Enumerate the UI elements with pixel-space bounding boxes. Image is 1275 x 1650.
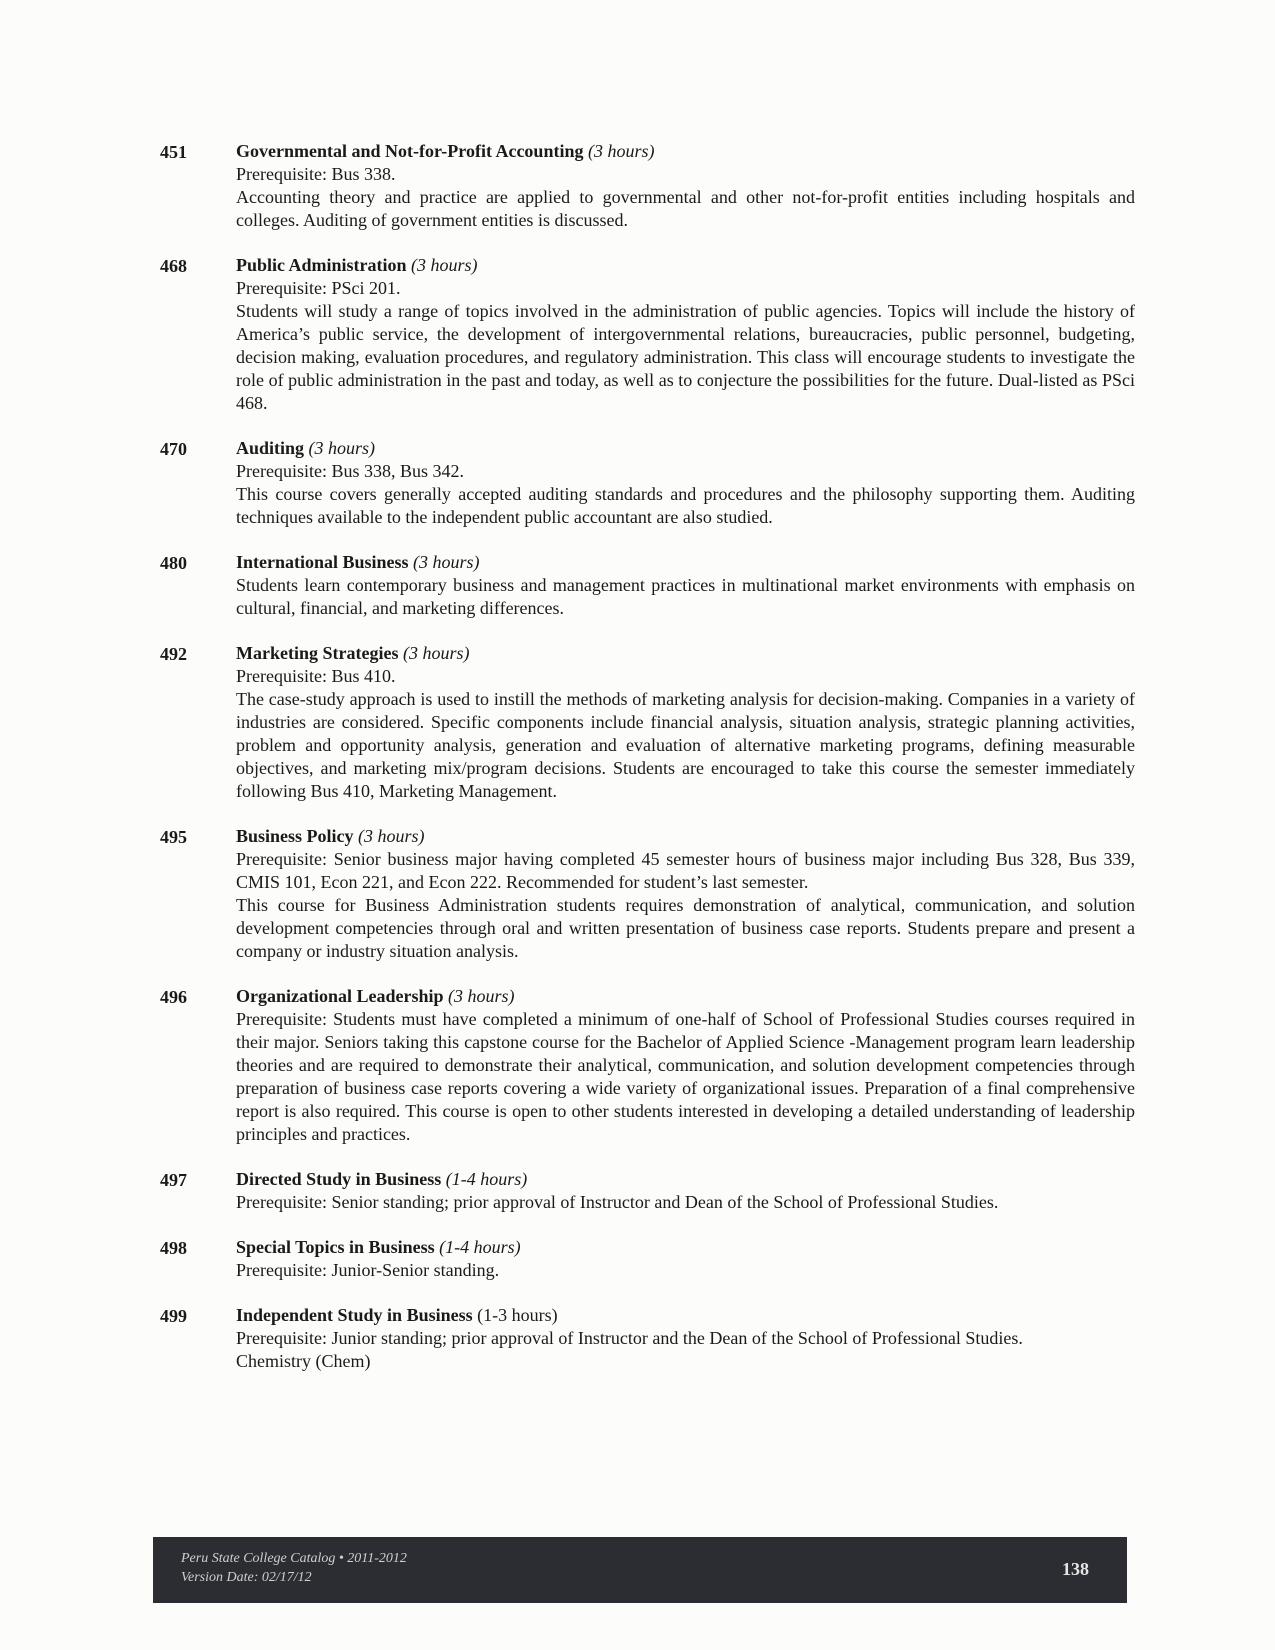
page-number: 138 xyxy=(1062,1559,1089,1579)
course-heading xyxy=(236,551,1135,574)
course-480 xyxy=(160,551,1135,620)
course-description: This course for Business Administration students requires demonstration of analytical, communication, and solution development competencies through oral and written presentation of business case reports. Students prepare and present a company or industry situation analysis. xyxy=(236,895,1135,961)
course-title: Independent Study in Business xyxy=(236,1305,473,1325)
footer-info xyxy=(181,1549,407,1587)
course-body xyxy=(236,1236,1135,1282)
course-description: This course covers generally accepted auditing standards and procedures and the philosophy supporting them. Auditing techniques available to the independent public accountant are also studied. xyxy=(236,484,1135,527)
course-heading xyxy=(236,825,1135,848)
course-number: 497 xyxy=(160,1170,187,1190)
course-title: Auditing xyxy=(236,438,305,458)
course-prerequisite: Prerequisite: Senior standing; prior approval of Instructor and Dean of the School of Professional Studies. xyxy=(236,1192,999,1212)
course-468 xyxy=(160,254,1135,415)
course-description: Accounting theory and practice are applied to governmental and other not-for-profit entities including hospitals and colleges. Auditing of government entities is discussed. xyxy=(236,187,1135,230)
course-hours: (3 hours) xyxy=(587,141,655,161)
course-body xyxy=(236,254,1135,415)
course-body xyxy=(236,551,1135,620)
course-prerequisite: Prerequisite: Bus 338. xyxy=(236,164,396,184)
course-498 xyxy=(160,1236,1135,1282)
course-body xyxy=(236,1304,1135,1373)
course-description: Students will study a range of topics involved in the administration of public agencies. Topics will include the history of America’s public service, the development of intergovernmental relations, bureaucracies, public personnel, budgeting, decision making, evaluation procedures, and regulatory administration. This class will encourage students to investigate the role of public administration in the past and today, as well as to conjecture the possibilities for the future. Dual-listed as PSci 468. xyxy=(236,301,1135,413)
course-heading xyxy=(236,140,1135,163)
course-number: 495 xyxy=(160,827,187,847)
course-prerequisite: Prerequisite: Students must have completed a minimum of one-half of School of Professional Studies courses required in their major. Seniors taking this capstone course for the Bachelor of Applied Science -Management program learn leadership theories and are required to demonstrate their analytical, communication, and solution development competencies through preparation of business case reports covering a wide variety of organizational issues. Preparation of a final comprehensive report is also required. This course is open to other students interested in developing a detailed understanding of leadership principles and practices. xyxy=(236,1009,1135,1144)
course-description: Students learn contemporary business and management practices in multinational market environments with emphasis on cultural, financial, and marketing differences. xyxy=(236,575,1135,618)
course-heading xyxy=(236,254,1135,277)
course-description: The case-study approach is used to instill the methods of marketing analysis for decision-making. Companies in a variety of industries are considered. Specific components include financial analysis, situation analysis, strategic planning activities, problem and opportunity analysis, generation and evaluation of alternative marketing programs, defining measurable objectives, and marketing mix/program decisions. Students are encouraged to take this course the semester immediately following Bus 410, Marketing Management. xyxy=(236,689,1135,801)
course-body xyxy=(236,825,1135,963)
course-body xyxy=(236,437,1135,529)
course-451 xyxy=(160,140,1135,232)
course-number: 451 xyxy=(160,142,187,162)
course-title: Public Administration xyxy=(236,255,407,275)
course-hours: (1-4 hours) xyxy=(445,1169,528,1189)
course-number: 496 xyxy=(160,987,187,1007)
course-body xyxy=(236,642,1135,803)
course-496 xyxy=(160,985,1135,1146)
course-470 xyxy=(160,437,1135,529)
course-heading xyxy=(236,1236,1135,1259)
course-heading xyxy=(236,437,1135,460)
course-hours: (3 hours) xyxy=(411,255,478,275)
course-body xyxy=(236,140,1135,232)
course-heading xyxy=(236,985,1135,1008)
course-hours: (3 hours) xyxy=(413,552,480,572)
course-number: 499 xyxy=(160,1306,187,1326)
course-hours: (3 hours) xyxy=(308,438,376,458)
course-number: 470 xyxy=(160,439,187,459)
course-prerequisite: Prerequisite: Junior-Senior standing. xyxy=(236,1260,500,1280)
course-body xyxy=(236,1168,1135,1214)
course-prerequisite: Prerequisite: Bus 410. xyxy=(236,666,396,686)
course-number: 498 xyxy=(160,1238,187,1258)
course-title: Special Topics in Business xyxy=(236,1237,435,1257)
course-492 xyxy=(160,642,1135,803)
course-heading xyxy=(236,1304,1135,1327)
course-title: Directed Study in Business xyxy=(236,1169,442,1189)
course-prerequisite: Prerequisite: Bus 338, Bus 342. xyxy=(236,461,464,481)
footer-version-date: Version Date: 02/17/12 xyxy=(181,1570,312,1585)
course-title: Governmental and Not-for-Profit Accounting xyxy=(236,141,584,161)
footer-catalog-title: Peru State College Catalog • 2011-2012 xyxy=(181,1551,407,1566)
course-heading xyxy=(236,1168,1135,1191)
course-title: Business Policy xyxy=(236,826,354,846)
course-prerequisite: Prerequisite: Senior business major having completed 45 semester hours of business major including Bus 328, Bus 339, CMIS 101, Econ 221, and Econ 222. Recommended for student’s last semester. xyxy=(236,849,1135,892)
course-number: 480 xyxy=(160,553,187,573)
course-list xyxy=(160,140,1135,1395)
course-hours: (3 hours) xyxy=(402,643,470,663)
course-prerequisite: Prerequisite: Junior standing; prior approval of Instructor and the Dean of the School of Professional Studies. xyxy=(236,1328,1023,1348)
course-hours: (1-3 hours) xyxy=(477,1305,558,1325)
course-497 xyxy=(160,1168,1135,1214)
course-heading xyxy=(236,642,1135,665)
course-title: Marketing Strategies xyxy=(236,643,399,663)
course-title: Organizational Leadership xyxy=(236,986,444,1006)
course-hours: (3 hours) xyxy=(358,826,425,846)
course-number: 468 xyxy=(160,256,187,276)
page-footer xyxy=(153,1537,1127,1603)
course-495 xyxy=(160,825,1135,963)
section-heading-chemistry: Chemistry (Chem) xyxy=(236,1351,371,1371)
course-title: International Business xyxy=(236,552,409,572)
course-prerequisite: Prerequisite: PSci 201. xyxy=(236,278,401,298)
course-hours: (1-4 hours) xyxy=(439,1237,521,1257)
course-hours: (3 hours) xyxy=(448,986,515,1006)
course-499 xyxy=(160,1304,1135,1373)
course-number: 492 xyxy=(160,644,187,664)
course-body xyxy=(236,985,1135,1146)
